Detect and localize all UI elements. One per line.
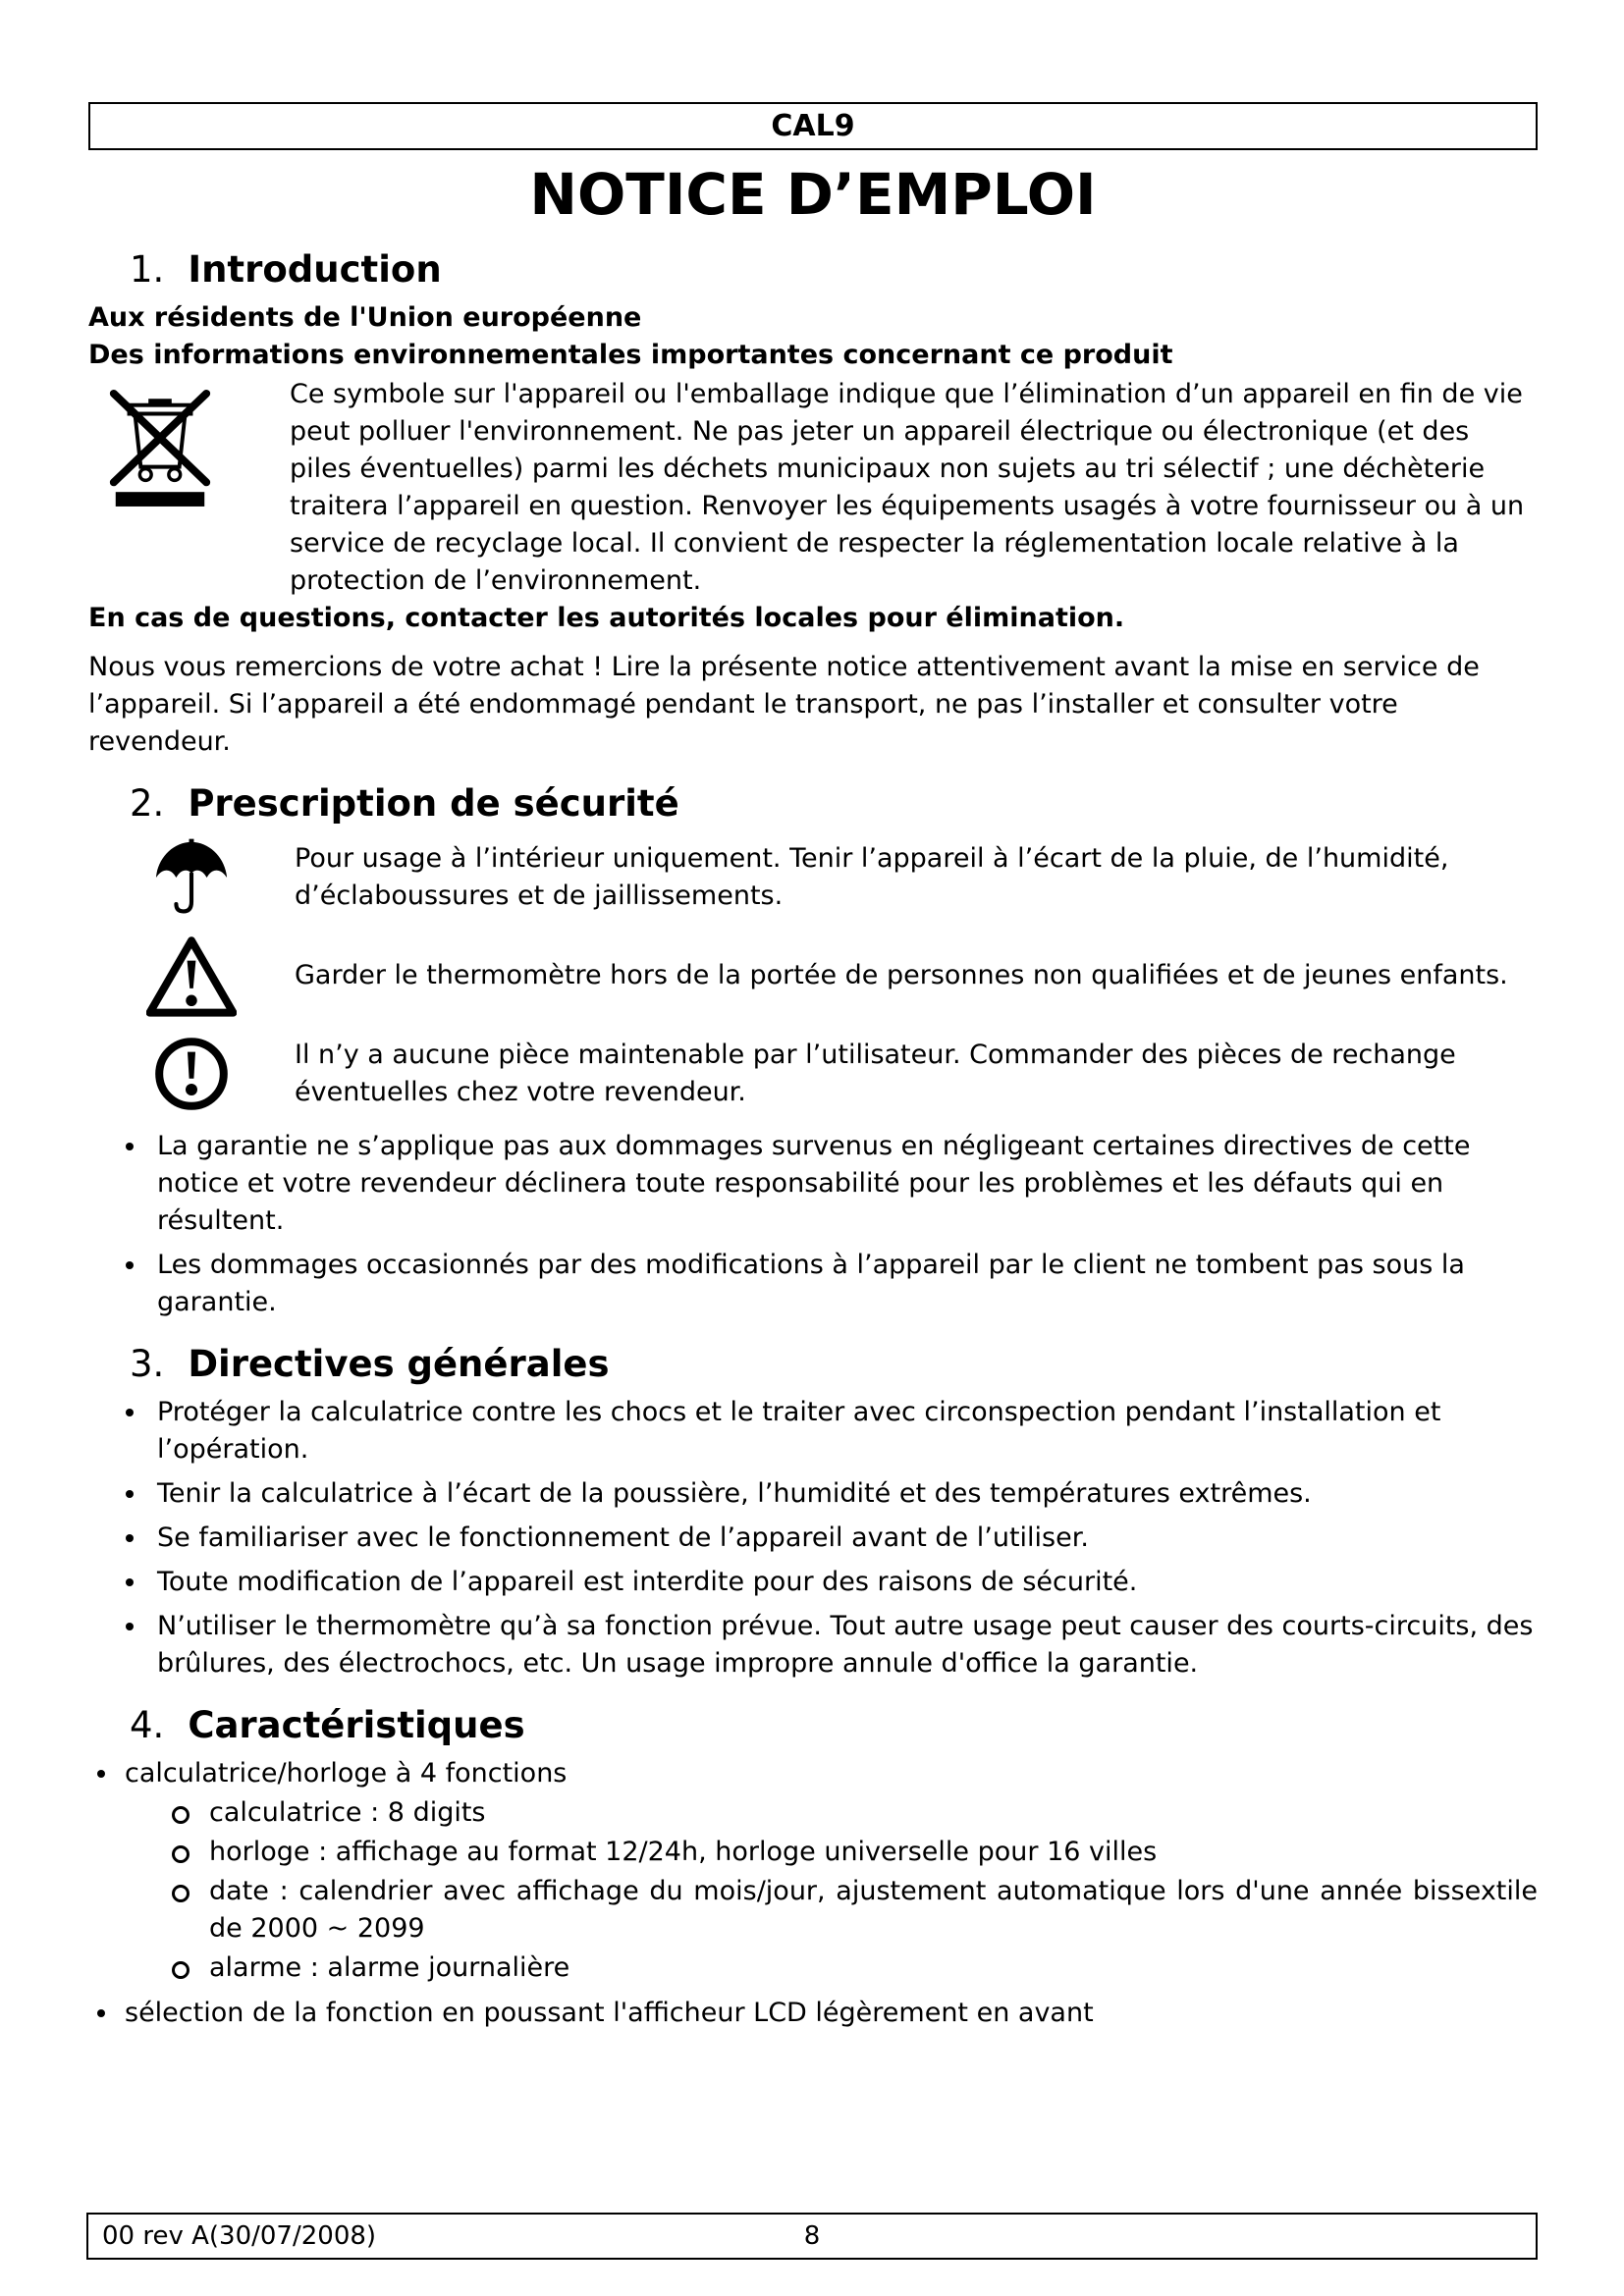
section-heading-securite: [88, 782, 1538, 826]
safety-row-no-serviceable-parts: [88, 1030, 1538, 1118]
safety-text-indoor-use: Pour usage à l’intérieur uniquement. Tenir l’appareil à l’écart de la pluie, de l’humidité, d’éclaboussures et de jaillissements.: [295, 843, 1449, 911]
weee-paragraph: [88, 376, 1538, 600]
umbrella-icon-svg: [151, 837, 232, 918]
general-directives-list: [88, 1394, 1538, 1682]
page-number: 8: [803, 2221, 821, 2251]
features-sublist: [88, 1794, 1538, 1987]
safety-row-keep-away: [88, 932, 1538, 1020]
subbullet-alarme: alarme : alarme journalière: [88, 1949, 1538, 1987]
intro-audience-line: Aux résidents de l'Union européenne: [88, 302, 642, 333]
weee-crossed-bin-svg: [102, 382, 218, 509]
features-list-continued: [88, 1995, 1538, 2032]
section-title: Caractéristiques: [188, 1704, 525, 1746]
section-title: Prescription de sécurité: [188, 782, 679, 825]
warning-triangle-icon-svg: [146, 934, 237, 1018]
section-heading-introduction: [88, 248, 1538, 292]
safety-bullet-list: [88, 1128, 1538, 1321]
bullet-item-lcd-selection: sélection de la fonction en poussant l'afficheur LCD légèrement en avant: [88, 1995, 1538, 2032]
safety-row-indoor-use: [88, 833, 1538, 922]
subbullet-calculatrice: calculatrice : 8 digits: [88, 1794, 1538, 1832]
section-number: 2.: [130, 782, 165, 825]
section-number: 1.: [130, 248, 165, 291]
section-title: Introduction: [188, 248, 442, 291]
section-number: 3.: [130, 1343, 165, 1385]
product-code-box: [88, 102, 1538, 150]
intro-contact-authorities-line: En cas de questions, contacter les autorités locales pour élimination.: [88, 603, 1125, 633]
weee-crossed-bin-icon: [88, 376, 290, 598]
section-number: 4.: [130, 1704, 165, 1746]
exclamation-circle-icon-svg: [152, 1035, 231, 1113]
bullet-item-modifications: Les dommages occasionnés par des modifications à l’appareil par le client ne tombent pas sous la garantie.: [88, 1247, 1538, 1321]
bullet-item-functions: calculatrice/horloge à 4 fonctions: [88, 1755, 1538, 1792]
exclamation-circle-icon: [88, 1035, 295, 1113]
bullet-item-keep-away-dust: Tenir la calculatrice à l’écart de la poussière, l’humidité et des températures extrêmes.: [88, 1475, 1538, 1513]
bullet-item-familiarize: Se familiariser avec le fonctionnement de l’appareil avant de l’utiliser.: [88, 1520, 1538, 1557]
section-title: Directives générales: [188, 1343, 610, 1385]
warning-triangle-icon: [88, 934, 295, 1018]
subbullet-horloge: horloge : affichage au format 12/24h, horloge universelle pour 16 villes: [88, 1834, 1538, 1871]
bullet-item-warranty: La garantie ne s’applique pas aux dommages survenus en négligeant certaines directives de cette notice et votre revendeur déclinera toute responsabilité pour les problèmes et les défauts qui en résultent.: [88, 1128, 1538, 1240]
intro-thanks-paragraph: Nous vous remercions de votre achat ! Lire la présente notice attentivement avant la mise en service de l’appareil. Si l’appareil a été endommagé pendant le transport, ne pas l’installer et consulter votre revendeur.: [88, 652, 1480, 757]
safety-text-no-serviceable-parts: Il n’y a aucune pièce maintenable par l’utilisateur. Commander des pièces de rechange éventuelles chez votre revendeur.: [295, 1040, 1456, 1107]
section-heading-caracteristiques: [88, 1704, 1538, 1747]
weee-text: Ce symbole sur l'appareil ou l'emballage indique que l’élimination d’un appareil en fin de vie peut polluer l'environnement. Ne pas jeter un appareil électrique ou électronique (et des piles éventuelles) parmi les déchets municipaux non sujets au tri sélectif ; une déchèterie traitera l’appareil en question. Renvoyer les équipements usagés à votre fournisseur ou à un service de recyclage local. Il convient de respecter la réglementation locale relative à la protection de l’environnement.: [290, 379, 1525, 596]
page-content: [88, 102, 1538, 2034]
footer: [86, 2213, 1538, 2260]
product-code: CAL9: [771, 109, 855, 143]
bullet-item-intended-use: N’utiliser le thermomètre qu’à sa fonction prévue. Tout autre usage peut causer des courts-circuits, des brûlures, des électrochocs, etc. Un usage impropre annule d'office la garantie.: [88, 1608, 1538, 1682]
revision-label: 00 rev A(30/07/2008): [102, 2221, 377, 2251]
intro-env-info-line: Des informations environnementales importantes concernant ce produit: [88, 340, 1173, 370]
bullet-item-protect-shocks: Protéger la calculatrice contre les chocs et le traiter avec circonspection pendant l’installation et l’opération.: [88, 1394, 1538, 1468]
document-title: NOTICE D’EMPLOI: [529, 161, 1097, 228]
section-heading-directives: [88, 1343, 1538, 1386]
subbullet-date: date : calendrier avec affichage du mois/jour, ajustement automatique lors d'une année bissextile de 2000 ~ 2099: [88, 1873, 1538, 1948]
features-list: [88, 1755, 1538, 1792]
bullet-item-no-modification: Toute modification de l’appareil est interdite pour des raisons de sécurité.: [88, 1564, 1538, 1601]
umbrella-icon: [88, 837, 295, 918]
safety-text-keep-away: Garder le thermomètre hors de la portée de personnes non qualifiées et de jeunes enfants.: [295, 960, 1508, 990]
